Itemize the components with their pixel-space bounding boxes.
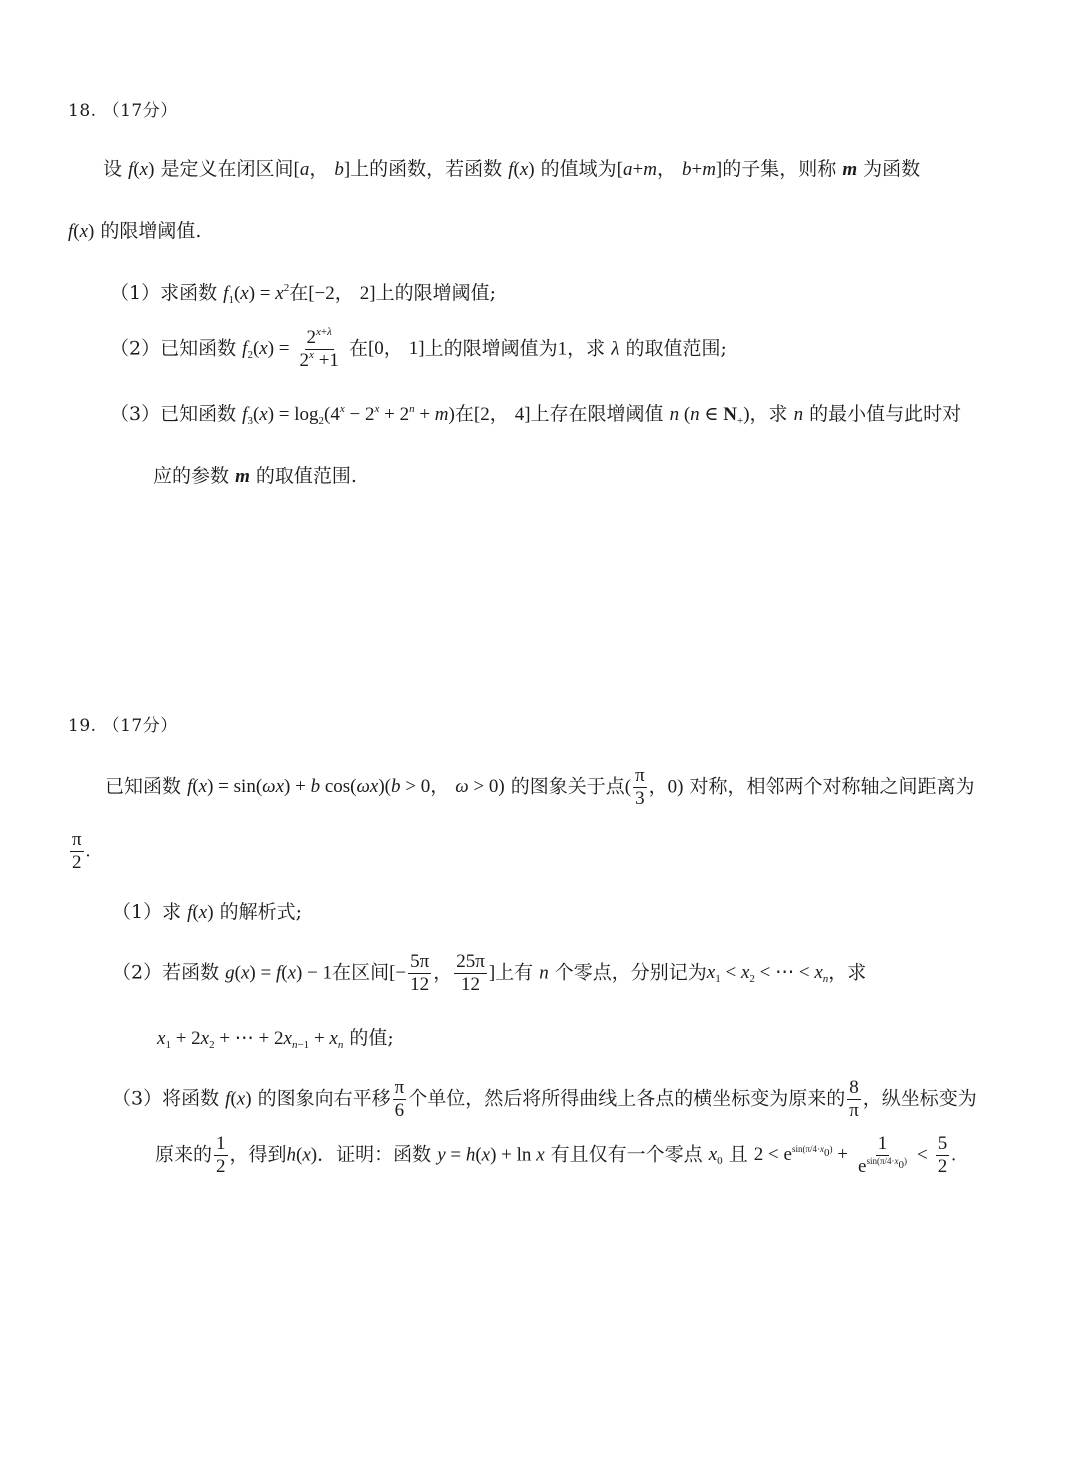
fraction: $\frac{\pi}{2}$ [72,829,82,873]
fraction: $\frac{\pi}{3}$ [635,765,645,809]
text: ，纵坐标变为 [862,1087,977,1110]
math: ( [624,776,632,798]
text: 已知函数 [160,403,237,425]
math: n [793,404,804,425]
text: 原来的 [155,1143,213,1166]
text: 的图象关于点 [510,775,625,798]
math: . [951,1144,957,1166]
text: 且 [728,1143,748,1166]
math: y = h(x) + ln x [437,1144,545,1166]
q18-part1 [110,282,496,306]
math: h(x) [286,1144,318,1166]
math: $2 < e^{sin(\pi/4\cdot x_0)}$ + [753,1144,848,1166]
text: 是定义在闭区间 [160,158,294,180]
math: $x_1 < x_2$ < ⋯ < $x_n$ [706,962,829,986]
math: [2， 4] [473,404,531,425]
math: ， [433,962,453,984]
q18-stem-line1 [103,160,920,179]
text: 上的函数，若函数 [350,158,503,180]
text: 有且仅有一个零点 [550,1143,703,1166]
math: $f_3(x) = \log_2(4^x - 2^x + 2^n + m)$ [242,403,455,427]
math: [−2， 2] [308,283,376,304]
fraction: $\frac{25\pi}{12}$ [456,951,485,995]
q19-stem-line2 [68,830,90,873]
fraction: $\frac{\pi}{6}$ [394,1077,405,1121]
math: $f_1(x) = x^2$ [223,282,290,306]
math: f [128,159,134,180]
text: ，求 [567,337,606,360]
text: ，求 [749,403,788,425]
math: λ [611,338,620,360]
part-label: （1） [110,282,161,304]
text: 在 [454,403,474,425]
text: 个单位，然后将所得曲线上各点的横坐标变为原来的 [408,1087,846,1110]
text: 已知函数 [160,337,237,360]
math: f(x) [187,902,214,923]
text: 的取值范围. [255,465,357,487]
text: 求 [162,901,182,923]
text: 应的参数 [153,465,230,487]
math: ] [488,962,496,984]
math: g(x) = f(x) − 1 [225,962,333,984]
math: [− [389,962,407,984]
q19-part2-line2 [157,1027,394,1051]
math: ) [148,159,155,180]
text: 的取值范围; [625,337,727,360]
q19-stem-line1 [105,766,975,809]
math: x [139,159,149,180]
math: f [68,221,74,242]
part-label: （3） [112,1087,163,1110]
text: 的值域为 [540,158,617,180]
q18-stem-line2 [68,222,201,241]
q18-part3-line1 [110,403,962,427]
q18-part3-line2 [153,467,357,486]
q18-part2 [110,328,727,371]
text: ，得到 [229,1143,287,1166]
math: (x) [73,221,95,242]
part-label: （2） [110,337,161,360]
text: 的限增阈值. [100,220,202,242]
text: ，求 [828,961,867,984]
text: 为函数 [863,158,921,180]
math: 1 [557,338,568,360]
q18-header [68,101,178,120]
math: (x) [513,159,535,180]
q19-header [68,716,178,735]
text: 的最小值与此时对 [809,403,962,425]
text: 已知函数 [105,775,182,798]
text: 在 [289,282,309,304]
math: n [539,962,549,984]
q19-part1 [112,903,302,922]
math: $f_2(x)$ = [242,338,290,362]
math: [a+m， b+m] [616,159,723,180]
text: 在 [348,337,368,360]
math: f [508,159,514,180]
math: . [85,840,91,862]
text: ．证明：函数 [317,1143,432,1166]
text: 的图象向右平移 [257,1087,391,1110]
q18-number: 18. [68,101,97,121]
q19-part2-line1 [112,952,866,995]
text: 上的限增阈值; [375,282,496,304]
math: $x_1 + 2x_2$ + ⋯ + $2x_{n-1} + x_n$ [157,1028,344,1051]
math: n (n ∈ $N_+$) [669,404,750,427]
text: 求函数 [160,282,218,304]
math: f(x) [225,1088,252,1110]
fraction: $\frac{5\pi}{12}$ [410,951,430,995]
text: 的解析式; [219,901,302,923]
fraction: $\frac{2^{x+\lambda}}{2^x +1}$ [299,326,339,371]
text: 设 [103,158,123,180]
math: m [842,159,858,180]
fraction: $\frac{1}{2}$ [216,1133,226,1177]
part-label: （3） [110,403,161,425]
fraction: $\frac{1}{e^{sin(\pi/4\cdot x_0)}}$ [858,1133,907,1177]
q18-score: （17分） [102,101,178,121]
q19-part3-line2 [155,1134,956,1177]
math: [0， 1] [367,338,425,360]
text: 在区间 [332,961,390,984]
math: m [235,466,250,487]
math: ( [133,159,140,180]
math: $x_0$ [708,1144,723,1168]
math: < [917,1144,928,1166]
math: [a， b] [293,159,351,180]
math: ，0) [648,776,684,798]
q19-number: 19. [68,716,97,736]
text: 对称，相邻两个对称轴之间距离为 [689,775,975,798]
text: 个零点，分别记为 [554,961,707,984]
math: f(x) = sin(ωx) + b cos(ωx)(b > 0， ω > 0) [187,776,505,798]
fraction: $\frac{8}{\pi}$ [849,1077,859,1121]
text: 将函数 [162,1087,220,1110]
text: 上的限增阈值为 [424,337,558,360]
text: 的子集，则称 [722,158,837,180]
part-label: （1） [112,901,163,923]
q19-part3-line1 [112,1078,977,1121]
text: 若函数 [162,961,220,984]
text: 上有 [495,961,534,984]
q19-score: （17分） [102,716,178,736]
part-label: （2） [112,961,163,984]
text: 上存在限增阈值 [530,403,664,425]
text: 的值; [349,1027,394,1049]
fraction: $\frac{5}{2}$ [937,1133,948,1177]
